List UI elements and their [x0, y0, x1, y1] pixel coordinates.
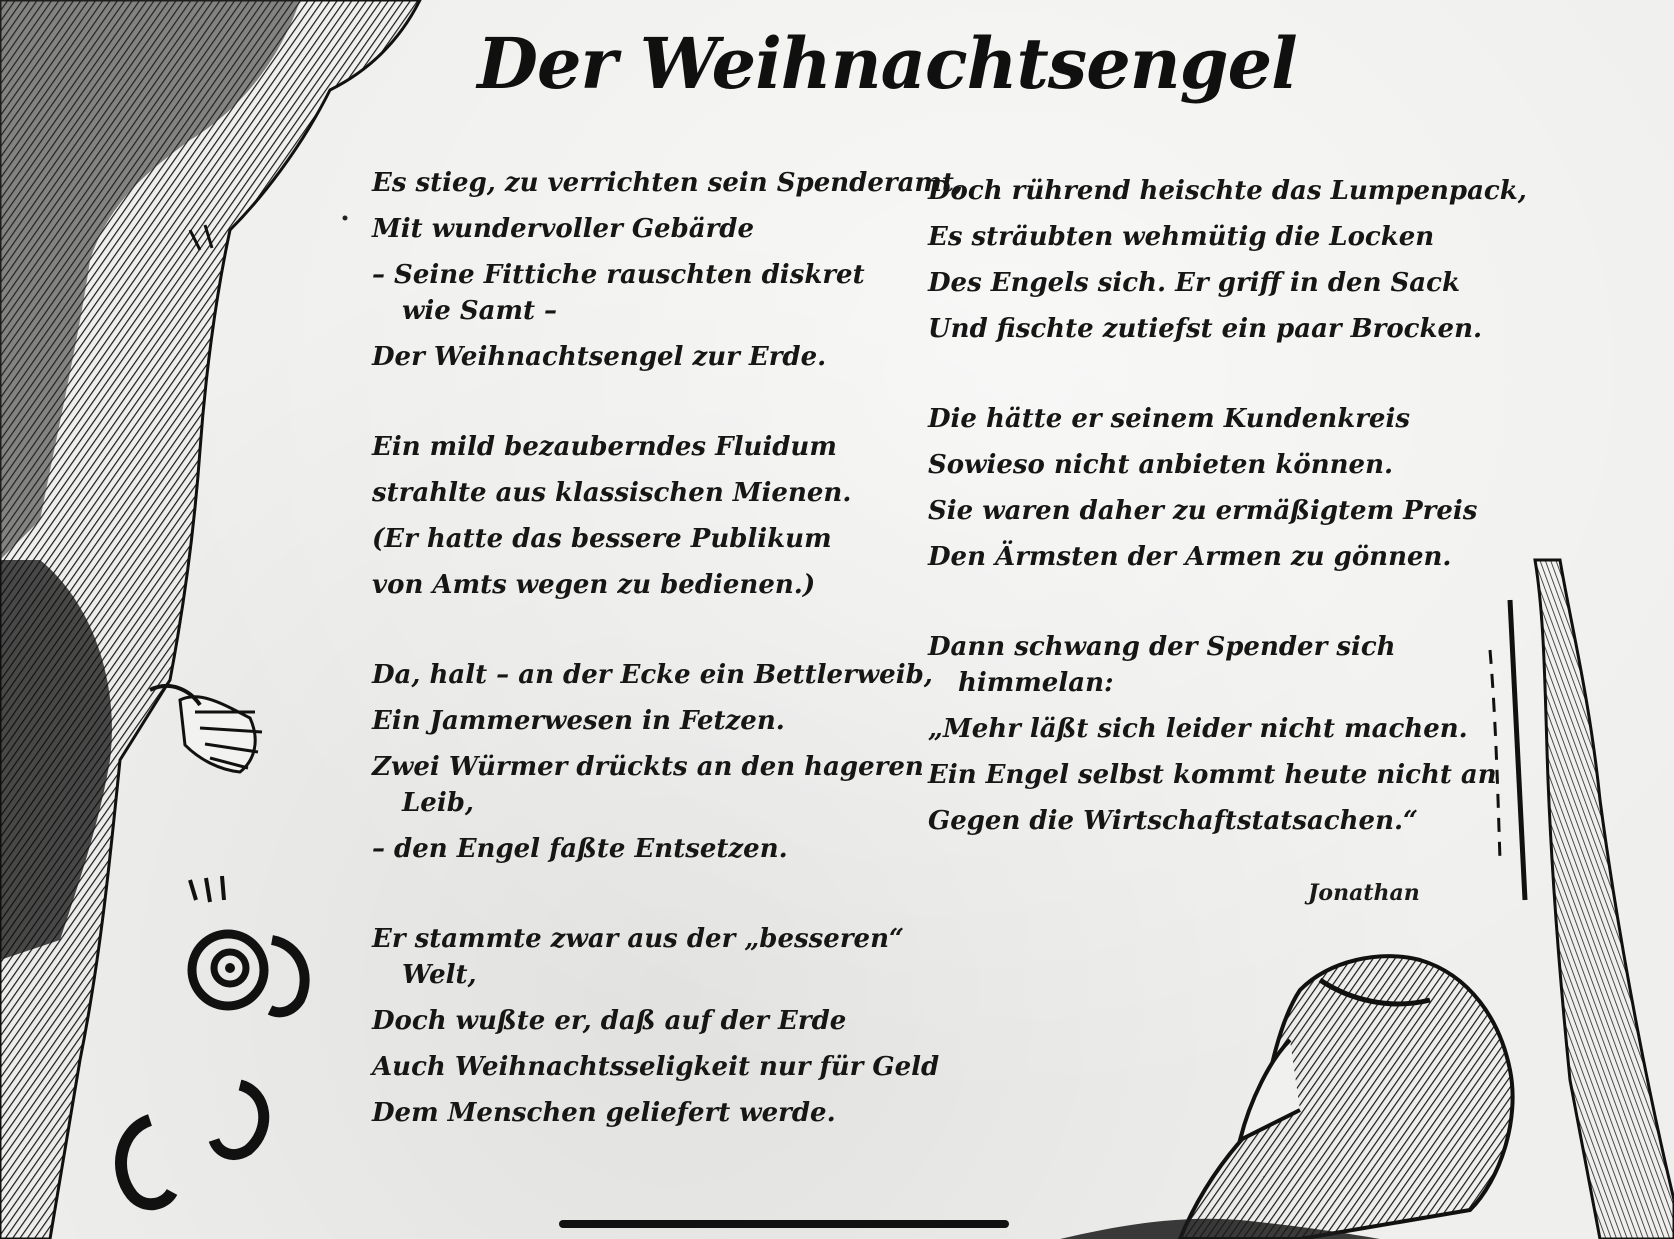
stanza	[372, 424, 912, 608]
verse-line: Dem Menschen geliefert werde.	[372, 1098, 836, 1128]
verse-line: Mit wundervoller Gebärde	[372, 214, 755, 244]
verse-line: Sowieso nicht anbieten können.	[928, 450, 1394, 480]
verse-line: Gegen die Wirtschaftstatsachen.“	[928, 806, 1418, 836]
stanza	[928, 624, 1497, 844]
verse-line: strahlte aus klassischen Mienen.	[372, 478, 852, 508]
stanza	[928, 396, 1488, 580]
verse-line: Ein Engel selbst kommt heute nicht an	[928, 760, 1497, 790]
decorative-spiral-bottom	[121, 1085, 264, 1204]
verse-line: von Amts wegen zu bedienen.)	[372, 570, 816, 600]
verse-line: Und fischte zutiefst ein paar Brocken.	[928, 314, 1483, 344]
verse-line-continuation: wie Samt –	[402, 296, 558, 326]
verse-line: Zwei Würmer drückts an den hageren	[372, 752, 924, 782]
verse-line: Da, halt – an der Ecke ein Bettlerweib,	[372, 660, 933, 690]
verse-line: Er stammte zwar aus der „besseren“	[372, 924, 904, 954]
verse-line: Des Engels sich. Er griff in den Sack	[928, 268, 1460, 298]
left-column	[372, 160, 963, 1180]
verse-line: Es sträubten wehmütig die Locken	[928, 222, 1435, 252]
verse-line: Den Ärmsten der Armen zu gönnen.	[928, 542, 1452, 572]
verse-line-continuation: Welt,	[402, 960, 477, 990]
verse-line: Die hätte er seinem Kundenkreis	[928, 404, 1410, 434]
verse-line: – den Engel faßte Entsetzen.	[372, 834, 788, 864]
stanza	[928, 168, 1527, 352]
verse-line: Dann schwang der Spender sich	[928, 632, 1396, 662]
verse-line: Doch rührend heischte das Lumpenpack,	[928, 176, 1527, 206]
verse-line: Doch wußte er, daß auf der Erde	[372, 1006, 847, 1036]
verse-line: Ein Jammerwesen in Fetzen.	[372, 706, 785, 736]
stanza	[372, 916, 940, 1136]
decorative-spiral-top	[192, 934, 305, 1012]
author-signature: Jonathan	[1308, 880, 1420, 906]
verse-line-continuation: himmelan:	[958, 668, 1114, 698]
verse-line: (Er hatte das bessere Publikum	[372, 524, 832, 554]
poem-title: Der Weihnachtsengel	[477, 22, 1297, 105]
verse-line: Sie waren daher zu ermäßigtem Preis	[928, 496, 1478, 526]
verse-line: Ein mild bezauberndes Fluidum	[372, 432, 837, 462]
verse-line: „Mehr läßt sich leider nicht machen.	[928, 714, 1468, 744]
verse-line: Auch Weihnachtsseligkeit nur für Geld	[372, 1052, 940, 1082]
right-column	[928, 168, 1527, 888]
stanza	[372, 160, 963, 380]
verse-line-continuation: Leib,	[402, 788, 474, 818]
verse-line: Der Weihnachtsengel zur Erde.	[372, 342, 827, 372]
home-indicator-bar[interactable]	[559, 1220, 1009, 1228]
left-figure-drawing	[0, 0, 420, 1239]
verse-line: Es stieg, zu verrichten sein Spenderamt,	[372, 168, 963, 198]
verse-line: – Seine Fittiche rauschten diskret	[372, 260, 865, 290]
stanza	[372, 652, 933, 872]
ink-speck	[343, 216, 348, 221]
